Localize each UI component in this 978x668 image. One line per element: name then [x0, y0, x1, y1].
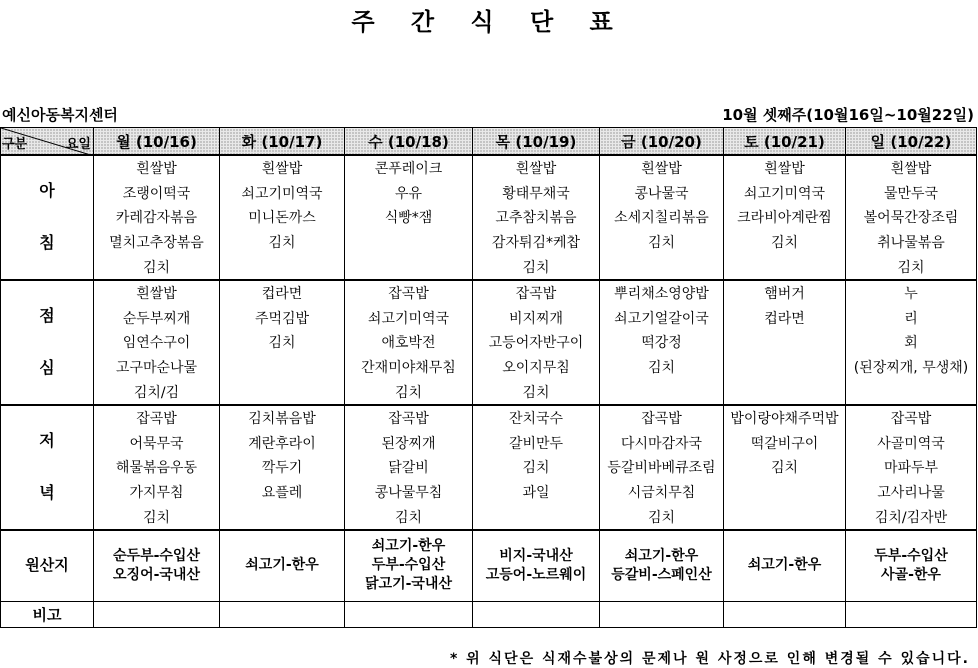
menu-cell: 떡강정 — [600, 330, 724, 355]
origin-line: 순두부-수입산 — [113, 547, 200, 564]
menu-cell: 요플레 — [220, 480, 345, 505]
menu-row — [1, 205, 977, 230]
menu-cell: 깍두기 — [220, 455, 345, 480]
menu-cell: 김치볶음밥 — [220, 405, 345, 431]
menu-cell — [473, 504, 600, 530]
menu-cell: 김치 — [94, 254, 220, 280]
menu-row — [1, 330, 977, 355]
origin-line: 고등어-노르웨이 — [485, 566, 587, 583]
menu-cell: 소세지칠리볶음 — [600, 205, 724, 230]
menu-cell: 잡곡밥 — [94, 405, 220, 431]
corner-label-left: 구분 — [2, 137, 28, 152]
menu-cell: 과일 — [473, 480, 600, 505]
menu-cell: 등갈비바베큐조림 — [600, 455, 724, 480]
menu-cell: 쇠고기미역국 — [724, 181, 846, 206]
menu-cell: 쇠고기얼갈이국 — [600, 306, 724, 331]
menu-cell: 흰쌀밥 — [724, 155, 846, 181]
menu-cell — [220, 504, 345, 530]
origin-cell — [724, 530, 846, 602]
origin-line: 비지-국내산 — [499, 547, 573, 564]
menu-cell — [600, 379, 724, 405]
header-row — [1, 128, 977, 156]
menu-cell: 애호박전 — [345, 330, 473, 355]
menu-cell: 비지찌개 — [473, 306, 600, 331]
origin-line: 오징어-국내산 — [113, 566, 200, 583]
origin-cell — [345, 530, 473, 602]
menu-cell: 가지무침 — [94, 480, 220, 505]
meal-label-bottom: 침 — [39, 233, 55, 253]
remarks-cell — [345, 601, 473, 627]
org-name: 예신아동복지센터 — [2, 106, 118, 124]
menu-cell: 갈비만두 — [473, 431, 600, 456]
meal-label — [1, 405, 94, 530]
day-header: 목 (10/19) — [473, 128, 600, 156]
corner-cell — [1, 128, 94, 156]
origin-row — [1, 530, 977, 602]
day-header: 월 (10/16) — [94, 128, 220, 156]
origin-line: 사골-한우 — [881, 566, 941, 583]
menu-cell — [846, 379, 977, 405]
day-header: 화 (10/17) — [220, 128, 345, 156]
menu-cell: 물만두국 — [846, 181, 977, 206]
menu-cell: 김치/김 — [94, 379, 220, 405]
menu-cell — [724, 379, 846, 405]
menu-cell: 어묵무국 — [94, 431, 220, 456]
menu-cell: 잡곡밥 — [473, 280, 600, 306]
menu-cell: 된장찌개 — [345, 431, 473, 456]
meal-label-top: 점 — [39, 306, 55, 326]
menu-cell: 고사리나물 — [846, 480, 977, 505]
menu-cell: 콘푸레이크 — [345, 155, 473, 181]
remarks-row — [1, 601, 977, 627]
menu-cell: 고등어자반구이 — [473, 330, 600, 355]
menu-cell — [600, 254, 724, 280]
menu-cell: 크라비아계란찜 — [724, 205, 846, 230]
day-header: 수 (10/18) — [345, 128, 473, 156]
menu-row — [1, 504, 977, 530]
menu-cell: 조랭이떡국 — [94, 181, 220, 206]
menu-row — [1, 355, 977, 380]
menu-cell: 흰쌀밥 — [94, 155, 220, 181]
menu-cell — [220, 379, 345, 405]
menu-row — [1, 155, 977, 181]
remarks-cell — [473, 601, 600, 627]
menu-cell: 해물볶음우동 — [94, 455, 220, 480]
origin-line: 쇠고기-한우 — [624, 547, 699, 564]
menu-row — [1, 431, 977, 456]
origin-cell — [473, 530, 600, 602]
day-header: 금 (10/20) — [600, 128, 724, 156]
origin-label: 원산지 — [1, 530, 94, 602]
menu-row — [1, 280, 977, 306]
day-header: 일 (10/22) — [846, 128, 977, 156]
origin-cell — [220, 530, 345, 602]
remarks-label: 비고 — [1, 601, 94, 627]
menu-cell: 김치 — [846, 254, 977, 280]
menu-cell: 밥이랑야채주먹밥 — [724, 405, 846, 431]
menu-cell: 잡곡밥 — [846, 405, 977, 431]
menu-cell: 김치 — [94, 504, 220, 530]
menu-cell: 김치 — [473, 254, 600, 280]
menu-cell: 취나물볶음 — [846, 230, 977, 255]
menu-cell: 김치 — [600, 355, 724, 380]
meal-label-top: 저 — [39, 431, 55, 451]
menu-cell: 흰쌀밥 — [600, 155, 724, 181]
menu-cell: 식빵*잼 — [345, 205, 473, 230]
menu-cell: 오이지무침 — [473, 355, 600, 380]
menu-row — [1, 181, 977, 206]
remarks-cell — [600, 601, 724, 627]
menu-cell: 볼어묵간장조림 — [846, 205, 977, 230]
menu-row — [1, 306, 977, 331]
menu-cell: 김치 — [600, 504, 724, 530]
menu-cell: 김치 — [724, 230, 846, 255]
menu-row — [1, 379, 977, 405]
menu-cell: 회 — [846, 330, 977, 355]
meal-label-top: 아 — [39, 181, 55, 201]
origin-cell — [846, 530, 977, 602]
menu-cell — [724, 504, 846, 530]
menu-cell: 콩나물무침 — [345, 480, 473, 505]
menu-cell: 흰쌀밥 — [220, 155, 345, 181]
menu-cell: 김치 — [220, 230, 345, 255]
menu-cell: 쇠고기미역국 — [345, 306, 473, 331]
footnote: * 위 식단은 식재수불상의 문제나 원 사정으로 인해 변경될 수 있습니다. — [449, 651, 970, 667]
origin-line: 두부-수입산 — [874, 547, 948, 564]
menu-cell: 콩나물국 — [600, 181, 724, 206]
menu-cell — [724, 330, 846, 355]
menu-row — [1, 405, 977, 431]
menu-cell: 다시마감자국 — [600, 431, 724, 456]
menu-cell — [220, 254, 345, 280]
menu-cell: 고추참치볶음 — [473, 205, 600, 230]
origin-line: 두부-수입산 — [371, 557, 446, 574]
meal-label-bottom: 녁 — [39, 483, 55, 503]
weekly-menu-table — [0, 127, 977, 628]
meal-label-bottom: 심 — [39, 358, 55, 378]
menu-cell: 마파두부 — [846, 455, 977, 480]
menu-cell: 주먹김밥 — [220, 306, 345, 331]
origin-line: 쇠고기-한우 — [371, 538, 446, 555]
menu-cell: 미니돈까스 — [220, 205, 345, 230]
menu-cell: 시금치무침 — [600, 480, 724, 505]
remarks-cell — [220, 601, 345, 627]
menu-row — [1, 455, 977, 480]
menu-cell: 컵라면 — [220, 280, 345, 306]
menu-cell: 닭갈비 — [345, 455, 473, 480]
menu-cell — [345, 230, 473, 255]
menu-cell: 흰쌀밥 — [846, 155, 977, 181]
menu-cell — [724, 480, 846, 505]
menu-cell: 잔치국수 — [473, 405, 600, 431]
menu-cell: 멸치고추장볶음 — [94, 230, 220, 255]
menu-row — [1, 230, 977, 255]
menu-cell: 순두부찌개 — [94, 306, 220, 331]
menu-cell: 우유 — [345, 181, 473, 206]
menu-cell: 잡곡밥 — [345, 280, 473, 306]
menu-cell: 누 — [846, 280, 977, 306]
menu-cell: 떡갈비구이 — [724, 431, 846, 456]
meal-label — [1, 280, 94, 405]
menu-cell: 김치 — [473, 455, 600, 480]
origin-line: 쇠고기-한우 — [245, 557, 319, 574]
menu-cell: 쇠고기미역국 — [220, 181, 345, 206]
menu-cell: 고구마순나물 — [94, 355, 220, 380]
origin-line: 쇠고기-한우 — [747, 557, 822, 574]
menu-cell — [724, 254, 846, 280]
remarks-cell — [724, 601, 846, 627]
menu-cell: 간재미야채무침 — [345, 355, 473, 380]
menu-cell: 잡곡밥 — [600, 405, 724, 431]
menu-row — [1, 480, 977, 505]
menu-cell: 계란후라이 — [220, 431, 345, 456]
menu-cell: 김치 — [600, 230, 724, 255]
day-header: 토 (10/21) — [724, 128, 846, 156]
menu-cell: 김치 — [345, 504, 473, 530]
origin-cell — [600, 530, 724, 602]
menu-cell: 사골미역국 — [846, 431, 977, 456]
menu-cell: 흰쌀밥 — [473, 155, 600, 181]
menu-cell: 황태무채국 — [473, 181, 600, 206]
menu-cell — [220, 355, 345, 380]
menu-cell: 김치 — [473, 379, 600, 405]
week-label: 10월 셋째주(10월16일~10월22일) — [722, 106, 974, 124]
menu-cell: 흰쌀밥 — [94, 280, 220, 306]
menu-cell: 뿌리채소영양밥 — [600, 280, 724, 306]
meal-label — [1, 155, 94, 280]
menu-cell: 김치 — [220, 330, 345, 355]
menu-cell — [724, 355, 846, 380]
remarks-cell — [846, 601, 977, 627]
menu-cell: 컵라면 — [724, 306, 846, 331]
menu-cell: 김치 — [724, 455, 846, 480]
menu-row — [1, 254, 977, 280]
menu-cell: 잡곡밥 — [345, 405, 473, 431]
menu-cell: 리 — [846, 306, 977, 331]
page-title: 주 간 식 단 표 — [351, 8, 627, 36]
remarks-cell — [94, 601, 220, 627]
menu-cell: 임연수구이 — [94, 330, 220, 355]
menu-cell — [345, 254, 473, 280]
menu-cell: 햄버거 — [724, 280, 846, 306]
menu-cell: 감자튀김*케찹 — [473, 230, 600, 255]
corner-label-right: 요일 — [65, 137, 91, 152]
menu-cell: (된장찌개, 무생채) — [846, 355, 977, 380]
origin-cell — [94, 530, 220, 602]
menu-cell: 카레감자볶음 — [94, 205, 220, 230]
menu-cell: 김치 — [345, 379, 473, 405]
origin-line: 등갈비-스페인산 — [611, 566, 712, 583]
menu-cell: 김치/김자반 — [846, 504, 977, 530]
origin-line: 닭고기-국내산 — [365, 576, 452, 593]
